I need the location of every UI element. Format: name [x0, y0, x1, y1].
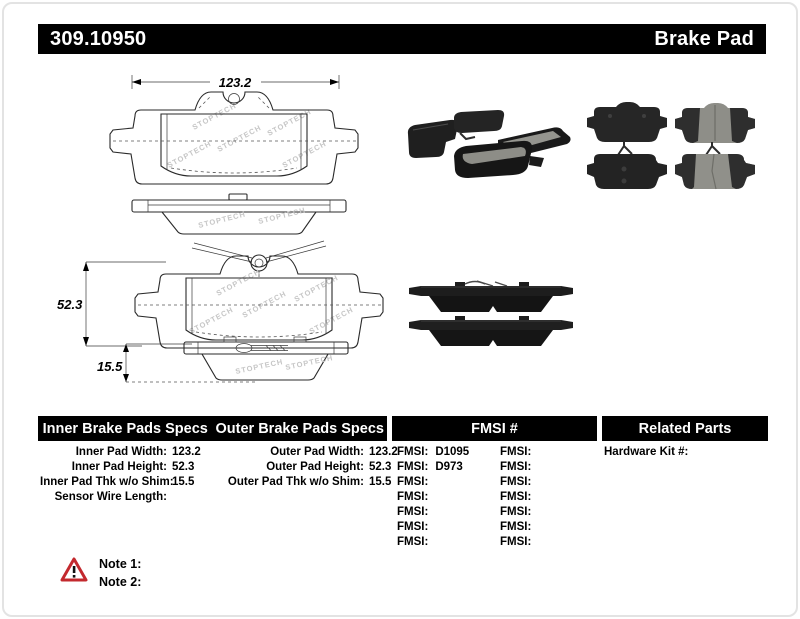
photo-pads-front-back	[584, 92, 756, 191]
related-parts-list	[604, 445, 693, 460]
svg-text:STOPTECH: STOPTECH	[190, 100, 238, 132]
fmsi-row: FMSI:	[397, 536, 429, 548]
spec-row: Inner Pad Thk w/o Shim: 15.5	[40, 476, 195, 488]
warning-icon	[60, 557, 88, 583]
product-type-title: Brake Pad	[654, 27, 754, 50]
fmsi-row: FMSI:	[397, 476, 429, 488]
spec-row: Inner Pad Height: 52.3	[71, 461, 195, 473]
spec-row: Sensor Wire Length:	[54, 491, 167, 503]
fmsi-list-right	[500, 445, 538, 550]
title-bar	[38, 24, 766, 54]
svg-text:STOPTECH: STOPTECH	[187, 304, 235, 336]
fmsi-row: FMSI:	[397, 491, 429, 503]
fmsi-row: FMSI:	[500, 476, 532, 488]
dimension-thickness-label: 15.5	[97, 359, 123, 374]
spec-row: Outer Pad Height: 52.3	[266, 461, 392, 473]
stoptech-watermark: STOPTECH	[165, 138, 213, 170]
fmsi-row: FMSI:	[500, 536, 532, 548]
fmsi-row: FMSI:	[500, 521, 532, 533]
svg-text:STOPTECH: STOPTECH	[265, 106, 313, 138]
related-parts-header: Related Parts	[638, 420, 732, 437]
fmsi-row: FMSI:	[397, 521, 429, 533]
spec-row: Outer Pad Thk w/o Shim: 15.5	[227, 476, 392, 488]
svg-text:STOPTECH: STOPTECH	[292, 272, 340, 304]
related-parts-header-bar	[602, 416, 768, 441]
spec-row: Outer Pad Width: 123.2	[270, 446, 398, 458]
photo-pads-edge-view	[407, 276, 575, 348]
svg-text:STOPTECH: STOPTECH	[257, 205, 307, 226]
fmsi-row: FMSI:	[500, 461, 532, 473]
spec-sheet-page	[2, 2, 798, 617]
svg-text:STOPTECH: STOPTECH	[284, 353, 335, 372]
svg-text:STOPTECH: STOPTECH	[280, 138, 328, 170]
dimension-height-label: 52.3	[57, 297, 83, 312]
fmsi-row: FMSI:	[500, 446, 532, 458]
inner-specs-header: Inner Brake Pads Specs	[42, 420, 208, 437]
drawing-pad-side-view-thickness	[96, 334, 361, 392]
outer-specs-header: Outer Brake Pads Specs	[215, 420, 384, 437]
svg-text:STOPTECH: STOPTECH	[215, 122, 263, 154]
notes-block	[99, 555, 146, 591]
related-row: Hardware Kit #:	[604, 446, 689, 458]
outer-specs-list	[214, 445, 398, 490]
fmsi-row: FMSI:	[500, 506, 532, 518]
specs-header-bar	[38, 416, 387, 441]
fmsi-header: FMSI #	[471, 420, 518, 437]
note-1: Note 1:	[99, 557, 142, 571]
svg-text:STOPTECH: STOPTECH	[197, 209, 247, 230]
fmsi-list-left	[397, 445, 469, 550]
svg-text:STOPTECH: STOPTECH	[307, 304, 355, 336]
photo-pads-angled	[402, 104, 577, 184]
note-2: Note 2:	[99, 575, 142, 589]
fmsi-row: FMSI:	[500, 491, 532, 503]
part-number: 309.10950	[50, 27, 147, 50]
svg-text:STOPTECH: STOPTECH	[240, 288, 288, 320]
svg-text:STOPTECH: STOPTECH	[214, 266, 262, 298]
fmsi-row: FMSI: D973	[397, 461, 463, 473]
fmsi-header-bar	[392, 416, 597, 441]
inner-specs-list	[40, 445, 201, 505]
dimension-width-label: 123.2	[218, 75, 252, 90]
svg-text:STOPTECH: STOPTECH	[234, 357, 285, 376]
drawing-pad-front-view-width	[99, 68, 369, 193]
fmsi-row: FMSI:	[397, 506, 429, 518]
drawing-pad-top-view	[124, 190, 354, 238]
spec-row: Inner Pad Width: 123.2	[75, 446, 201, 458]
fmsi-row: FMSI: D1095	[397, 446, 470, 458]
